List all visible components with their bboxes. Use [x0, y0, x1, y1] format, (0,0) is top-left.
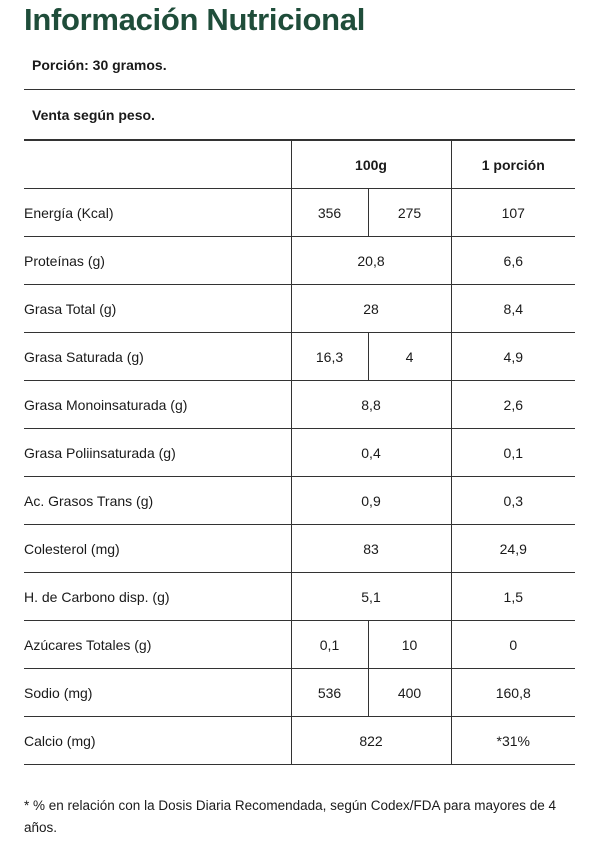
value-portion: *31%: [451, 717, 575, 765]
value-100g-a: 0,1: [291, 621, 368, 669]
value-portion: 107: [451, 189, 575, 237]
value-portion: 8,4: [451, 285, 575, 333]
value-100g-b: 400: [368, 669, 451, 717]
page-title: Información Nutricional: [24, 2, 366, 37]
header-portion: 1 porción: [451, 141, 575, 189]
value-100g: 20,8: [291, 237, 451, 285]
value-portion: 0,1: [451, 429, 575, 477]
nutrient-name: Grasa Poliinsaturada (g): [24, 429, 291, 477]
value-100g-b: 4: [368, 333, 451, 381]
table-row: [24, 237, 575, 285]
table-row: [24, 189, 575, 237]
nutrient-name: Sodio (mg): [24, 669, 291, 717]
header-100g: 100g: [291, 141, 451, 189]
value-portion: 160,8: [451, 669, 575, 717]
nutrient-name: Grasa Saturada (g): [24, 333, 291, 381]
nutrition-table: [24, 140, 575, 765]
nutrient-name: Azúcares Totales (g): [24, 621, 291, 669]
value-100g: 83: [291, 525, 451, 573]
table-row: [24, 477, 575, 525]
nutrient-name: Calcio (mg): [24, 717, 291, 765]
table-row: [24, 573, 575, 621]
table-row: [24, 525, 575, 573]
value-100g: 8,8: [291, 381, 451, 429]
nutrient-name: Grasa Monoinsaturada (g): [24, 381, 291, 429]
nutrient-name: Proteínas (g): [24, 237, 291, 285]
table-row: [24, 621, 575, 669]
value-100g: 5,1: [291, 573, 451, 621]
table-row: [24, 333, 575, 381]
value-portion: 0: [451, 621, 575, 669]
table-row: [24, 285, 575, 333]
value-100g: 28: [291, 285, 451, 333]
value-portion: 4,9: [451, 333, 575, 381]
value-100g-b: 275: [368, 189, 451, 237]
value-100g: 822: [291, 717, 451, 765]
value-100g: 0,9: [291, 477, 451, 525]
table-header-row: [24, 141, 575, 189]
value-100g: 0,4: [291, 429, 451, 477]
nutrient-name: Colesterol (mg): [24, 525, 291, 573]
table-row: [24, 717, 575, 765]
sale-info: Venta según peso.: [24, 90, 575, 140]
value-portion: 6,6: [451, 237, 575, 285]
table-row: [24, 429, 575, 477]
footnote: * % en relación con la Dosis Diaria Recomendada, según Codex/FDA para mayores de 4 años.: [24, 798, 557, 835]
header-empty-cell: [24, 141, 291, 189]
table-row: [24, 669, 575, 717]
portion-info: Porción: 30 gramos.: [24, 40, 575, 90]
nutrient-name: Grasa Total (g): [24, 285, 291, 333]
table-row: [24, 381, 575, 429]
nutrient-name: H. de Carbono disp. (g): [24, 573, 291, 621]
value-100g-a: 356: [291, 189, 368, 237]
value-100g-a: 536: [291, 669, 368, 717]
value-portion: 2,6: [451, 381, 575, 429]
nutrient-name: Energía (Kcal): [24, 189, 291, 237]
value-100g-a: 16,3: [291, 333, 368, 381]
value-100g-b: 10: [368, 621, 451, 669]
nutrient-name: Ac. Grasos Trans (g): [24, 477, 291, 525]
value-portion: 24,9: [451, 525, 575, 573]
value-portion: 1,5: [451, 573, 575, 621]
value-portion: 0,3: [451, 477, 575, 525]
